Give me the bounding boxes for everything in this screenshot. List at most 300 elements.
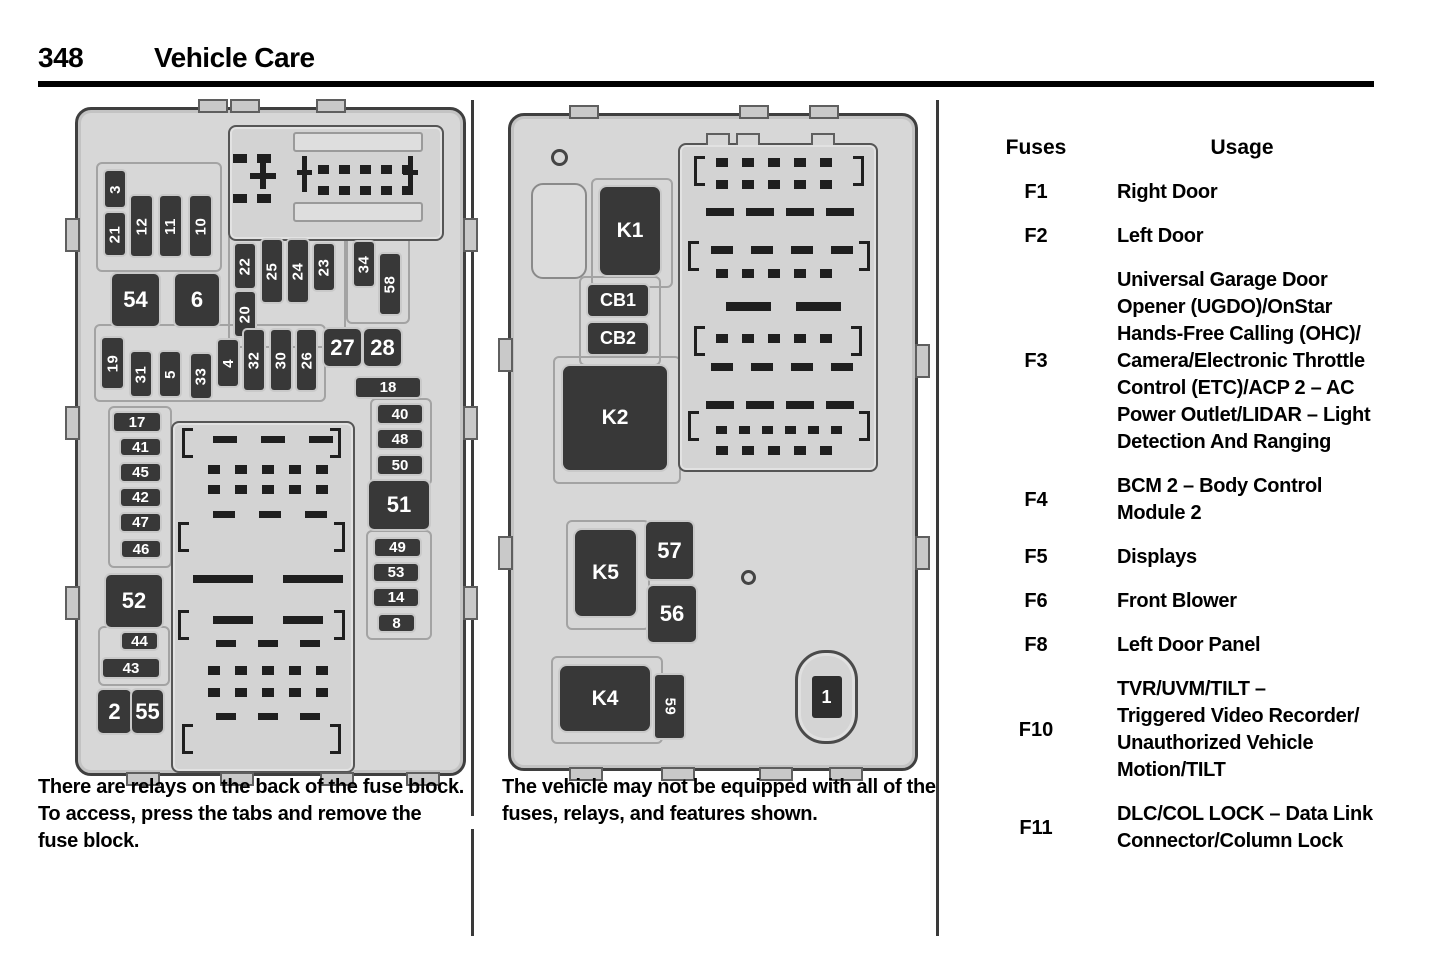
mount-tab: [569, 105, 599, 119]
connector-pin: [360, 165, 371, 174]
connector-bracket: [330, 724, 341, 754]
fuse-label: 28: [370, 334, 395, 360]
connector-pin-row: [716, 426, 842, 434]
fuse-51: [369, 481, 429, 529]
connector-pin: [808, 426, 819, 434]
caption-line: To access, press the tabs and remove the: [38, 803, 422, 825]
connector-bracket: [694, 156, 705, 186]
connector-pin: [316, 666, 328, 675]
connector-bracket: [178, 522, 189, 552]
connector-key: [302, 156, 307, 192]
fuse-usage: [1117, 473, 1322, 527]
fuse-usage: [1117, 179, 1217, 206]
relay-K2: [563, 366, 667, 470]
connector-pin: [768, 269, 780, 278]
fuse-53: [374, 564, 418, 581]
connector-pin: [742, 180, 754, 189]
fuse-label: 49: [389, 539, 406, 556]
connector-pin: [216, 640, 236, 647]
connector-pin: [283, 616, 323, 624]
fuse-id: F5: [1024, 546, 1048, 568]
connector-pin: [768, 446, 780, 455]
fuse-label: 6: [190, 287, 204, 312]
fuse-14: [374, 589, 418, 606]
usage-line: Control (ETC)/ACP 2 – AC: [1117, 377, 1355, 399]
connector-pin-row: [208, 485, 328, 494]
fuse-label: 5: [161, 369, 179, 379]
fuse-2: [98, 690, 131, 733]
mount-hole: [741, 570, 756, 585]
fuse-42: [121, 489, 160, 506]
fuse-5: [160, 352, 180, 396]
connector-pin: [300, 640, 320, 647]
fuse-label: 25: [263, 262, 281, 280]
connector-pin: [716, 426, 727, 434]
fuse-usage: [1117, 801, 1373, 855]
fuse-block-diagram-middle: [508, 113, 918, 771]
mount-tab: [915, 536, 930, 570]
usage-line: Triggered Video Recorder/: [1117, 705, 1360, 727]
mount-tab: [65, 218, 80, 252]
connector-bump: [706, 133, 730, 145]
connector-pin: [820, 158, 832, 167]
fuse-label: K1: [616, 219, 644, 242]
table-header-row: [990, 136, 1414, 160]
connector-pin-row: [208, 688, 328, 697]
fuse-label: 21: [106, 225, 124, 243]
usage-line: Opener (UGDO)/OnStar: [1117, 296, 1333, 318]
fuse-label: 41: [132, 438, 149, 456]
connector-pin: [316, 485, 328, 494]
connector-pin: [339, 165, 350, 174]
fuse-52: [106, 575, 162, 627]
fuse-id: F3: [1024, 350, 1048, 372]
fuse-11: [160, 196, 181, 256]
connector-pin: [786, 401, 814, 409]
connector-pin: [216, 713, 236, 720]
fuse-label: 55: [135, 698, 160, 724]
header-rule: [38, 81, 1374, 87]
fuse-1: [795, 650, 858, 744]
connector-pin: [726, 302, 771, 311]
connector-pin: [794, 446, 806, 455]
fuse-table-row-F4: [990, 473, 1414, 527]
fuse-30: [271, 330, 291, 390]
fuse-8: [379, 615, 414, 631]
usage-line: TVR/UVM/TILT –: [1117, 678, 1266, 700]
connector-pin: [208, 465, 220, 474]
connector-pin: [208, 666, 220, 675]
connector-pin-row: [318, 165, 413, 174]
connector-pin: [820, 180, 832, 189]
fuse-label: 18: [379, 379, 397, 396]
connector-pin: [208, 688, 220, 697]
connector-pin-row: [213, 511, 327, 518]
connector-bracket: [334, 610, 345, 640]
fuse-58: [380, 254, 400, 314]
fuse-label: 11: [161, 217, 179, 235]
caption-line: The vehicle may not be equipped with all of the: [502, 776, 936, 798]
connector-bracket: [859, 241, 870, 271]
connector-pin: [716, 334, 728, 343]
fuse-table-row-F3: [990, 267, 1414, 456]
fuse-label: CB2: [599, 328, 636, 348]
fuse-table-row-F5: [990, 544, 1414, 571]
connector-pin: [768, 334, 780, 343]
connector-pin: [318, 165, 329, 174]
usage-line: Power Outlet/LIDAR – Light: [1117, 404, 1371, 426]
fuse-table-row-F11: [990, 801, 1414, 855]
fuse-24: [288, 240, 308, 302]
connector-pin-row: [233, 194, 271, 203]
connector-pin: [262, 666, 274, 675]
usage-line: Left Door Panel: [1117, 634, 1261, 656]
caption-line: fuse block.: [38, 830, 140, 852]
mount-hole: [551, 149, 568, 166]
connector-pin-row: [208, 465, 328, 474]
connector-pin: [235, 688, 247, 697]
connector-pin: [381, 186, 392, 195]
relay-K5: [575, 530, 636, 616]
connector-pin: [233, 154, 247, 163]
fuse-label: 1: [812, 676, 842, 718]
fuse-label: 17: [128, 413, 146, 431]
fuse-label: 12: [133, 217, 150, 235]
fuse-21: [105, 213, 125, 255]
caption-left-diagram: [38, 774, 474, 855]
connector-pin: [339, 186, 350, 195]
usage-line: Hands-Free Calling (OHC)/: [1117, 323, 1361, 345]
usage-line: Connector/Column Lock: [1117, 830, 1343, 852]
connector-pin: [706, 208, 734, 216]
fuse-label: 10: [192, 217, 209, 235]
fuse-label: K5: [592, 561, 619, 584]
fuse-id: F1: [1024, 181, 1048, 203]
connector-pin: [258, 713, 278, 720]
connector-pin-row: [213, 616, 323, 624]
fuse-59: [655, 675, 684, 738]
connector-pin: [235, 485, 247, 494]
fuse-label: 20: [236, 305, 254, 323]
connector-pin: [739, 426, 750, 434]
connector-cross: [250, 163, 276, 189]
fuse-55: [132, 690, 163, 733]
connector-pin: [283, 575, 343, 583]
fuse-label: 30: [272, 351, 290, 369]
fuse-4: [218, 340, 238, 386]
usage-line: DLC/COL LOCK – Data Link: [1117, 803, 1373, 825]
fuse-label: 26: [298, 351, 315, 369]
fuse-48: [378, 430, 422, 448]
fuse-label: 53: [387, 564, 405, 581]
fuse-3: [105, 171, 125, 207]
connector-pin: [289, 465, 301, 474]
caption-line: There are relays on the back of the fuse block.: [38, 776, 465, 798]
fuse-label: 51: [386, 492, 412, 517]
fuse-12: [131, 196, 152, 256]
mount-tab: [463, 218, 478, 252]
connector-pin: [716, 180, 728, 189]
connector-pin: [794, 158, 806, 167]
empty-relay-slot: [531, 183, 587, 279]
connector-pin: [706, 401, 734, 409]
connector-pin: [746, 401, 774, 409]
fuse-id: F6: [1024, 590, 1048, 612]
fuse-41: [121, 439, 160, 455]
table-header-fuses: Fuses: [1005, 136, 1067, 159]
fuse-label: 42: [132, 489, 149, 506]
fuse-id: F2: [1024, 225, 1048, 247]
mount-tab: [498, 536, 513, 570]
connector-pin: [289, 485, 301, 494]
connector-pin: [208, 485, 220, 494]
connector-pin: [751, 246, 773, 254]
connector-pin: [318, 186, 329, 195]
fuse-label: 34: [355, 255, 373, 273]
fuse-26: [297, 330, 316, 390]
usage-line: Left Door: [1117, 225, 1204, 247]
connector-pin-row: [216, 713, 320, 720]
connector-pin: [289, 666, 301, 675]
fuse-label: 48: [391, 430, 409, 448]
connector-bump: [811, 133, 835, 145]
caption-middle-diagram: [502, 774, 938, 828]
connector-bracket: [851, 326, 862, 356]
mount-tab: [65, 406, 80, 440]
connector-pin: [762, 426, 773, 434]
connector-pin: [791, 246, 813, 254]
connector-pin: [193, 575, 253, 583]
connector-pin: [742, 269, 754, 278]
fuse-label: 59: [661, 697, 678, 716]
fuse-label: 45: [132, 464, 149, 481]
connector-pin: [316, 465, 328, 474]
relay-K1: [600, 187, 660, 275]
fuse-label: K4: [591, 686, 619, 710]
usage-line: Detection And Ranging: [1117, 431, 1332, 453]
connector-pin: [826, 208, 854, 216]
usage-line: Unauthorized Vehicle: [1117, 732, 1314, 754]
fuse-label: K2: [601, 406, 629, 429]
table-body: [990, 179, 1414, 855]
fuse-18: [356, 378, 420, 397]
connector-pin: [300, 713, 320, 720]
connector-pin-row: [193, 575, 343, 583]
fuse-34: [354, 242, 374, 286]
connector-pin-row: [716, 446, 832, 455]
connector-pin: [711, 363, 733, 371]
connector-pin: [258, 640, 278, 647]
fuse-id: F10: [1018, 718, 1054, 741]
fuse-table-row-F8: [990, 632, 1414, 659]
connector-pin: [262, 688, 274, 697]
mount-tab: [198, 99, 228, 113]
usage-line: Motion/TILT: [1117, 759, 1226, 781]
fuse-label: 44: [131, 632, 148, 650]
connector-pin-row: [711, 363, 853, 371]
usage-line: Camera/Electronic Throttle: [1117, 350, 1365, 372]
connector-pin-row: [233, 154, 271, 163]
connector-pin: [233, 194, 247, 203]
fuse-54: [112, 274, 159, 326]
connector-pin: [716, 269, 728, 278]
connector-pin: [796, 302, 841, 311]
connector-pin: [261, 436, 285, 443]
connector-pin: [831, 363, 853, 371]
fuse-usage: [1117, 223, 1203, 250]
fuse-19: [102, 338, 123, 388]
fuse-49: [375, 539, 420, 556]
fuse-56: [648, 586, 696, 642]
usage-line: Front Blower: [1117, 590, 1237, 612]
connector-pin: [751, 363, 773, 371]
connector-bracket: [688, 411, 699, 441]
connector-pin: [826, 401, 854, 409]
connector-bump: [736, 133, 760, 145]
fuse-label: 58: [381, 275, 399, 293]
page-number: 348: [38, 42, 84, 73]
fuse-label: 33: [192, 367, 210, 385]
fuse-label: 52: [121, 588, 147, 613]
fuse-usage: [1117, 544, 1197, 571]
connector-pin: [786, 208, 814, 216]
connector-bracket: [182, 724, 193, 754]
fuse-usage: [1117, 632, 1260, 659]
connector-pin: [259, 511, 281, 518]
fuse-label: 24: [289, 262, 307, 280]
fuse-57: [646, 522, 693, 579]
fuse-label: 8: [392, 614, 401, 632]
fuse-46: [122, 541, 160, 557]
fuse-table-row-F10: [990, 676, 1414, 784]
connector-pin: [742, 158, 754, 167]
connector-pin: [820, 446, 832, 455]
connector-pin: [381, 165, 392, 174]
usage-line: Module 2: [1117, 502, 1202, 524]
connector-pin: [711, 246, 733, 254]
fuse-22: [235, 244, 255, 288]
fuse-id: F8: [1024, 634, 1048, 656]
connector-pin: [235, 465, 247, 474]
fuse-usage-table: [990, 136, 1414, 872]
connector-bracket: [178, 610, 189, 640]
fuse-label: 27: [330, 334, 355, 360]
fuse-label: 2: [108, 698, 121, 724]
connector-pin: [820, 334, 832, 343]
fuse-label: 46: [132, 540, 150, 558]
connector-slot: [293, 132, 423, 152]
connector-bracket: [853, 156, 864, 186]
connector-pin: [257, 194, 271, 203]
fuse-label: 32: [245, 351, 263, 369]
usage-line: BCM 2 – Body Control: [1117, 475, 1323, 497]
connector-pin: [213, 511, 235, 518]
connector-pin: [794, 180, 806, 189]
fuse-44: [122, 633, 157, 649]
fuse-31: [131, 352, 151, 396]
fuse-label: 19: [104, 354, 121, 372]
relay-CB1: [588, 285, 648, 316]
connector-slot: [293, 202, 423, 222]
fuse-28: [364, 329, 401, 366]
fuse-40: [378, 405, 422, 423]
connector-pin-row: [706, 401, 854, 409]
connector-bracket: [688, 241, 699, 271]
fuse-label: 47: [132, 514, 149, 531]
fuse-32: [244, 330, 264, 390]
connector-pin: [316, 688, 328, 697]
fuse-33: [191, 354, 211, 398]
fuse-label: 43: [122, 659, 140, 677]
connector-pin: [262, 485, 274, 494]
connector-pin: [768, 180, 780, 189]
mount-tab: [915, 344, 930, 378]
fuse-table-row-F6: [990, 588, 1414, 615]
fuse-27: [324, 329, 361, 366]
fuse-id: F4: [1024, 488, 1048, 511]
connector-bracket: [334, 522, 345, 552]
fuse-block-diagram-left: [75, 107, 466, 776]
connector-pin: [742, 446, 754, 455]
connector-pin: [235, 666, 247, 675]
column-divider-left: [471, 100, 474, 816]
mount-tab: [463, 586, 478, 620]
connector-pin-row: [318, 186, 413, 195]
fuse-table-row-F2: [990, 223, 1414, 250]
fuse-17: [114, 413, 160, 431]
mount-tab: [739, 105, 769, 119]
fuse-usage: [1117, 267, 1370, 456]
fuse-label: 4: [219, 358, 237, 368]
connector-pin-row: [726, 302, 841, 311]
connector-bracket: [694, 326, 705, 356]
connector-pin: [262, 465, 274, 474]
fuse-10: [190, 196, 211, 256]
connector-pin-row: [716, 158, 832, 167]
fuse-label: 40: [391, 405, 409, 423]
connector-pin-row: [716, 180, 832, 189]
connector-pin: [213, 616, 253, 624]
fuse-label: 54: [123, 287, 148, 312]
fuse-table-row-F1: [990, 179, 1414, 206]
connector-pin: [360, 186, 371, 195]
connector-bracket: [859, 411, 870, 441]
connector-pin: [785, 426, 796, 434]
fuse-50: [378, 456, 422, 474]
fuse-43: [103, 659, 159, 677]
fuse-label: 22: [236, 257, 254, 275]
fuse-47: [121, 514, 160, 531]
fuse-label: CB1: [599, 290, 636, 310]
connector-pin: [746, 208, 774, 216]
mount-tab: [463, 406, 478, 440]
connector-pin: [213, 436, 237, 443]
fuse-label: 57: [657, 537, 682, 563]
mount-tab: [316, 99, 346, 113]
connector-pin-row: [711, 246, 853, 254]
table-header-usage: Usage: [1210, 136, 1274, 159]
connector-pin: [794, 269, 806, 278]
connector-pin: [820, 269, 832, 278]
fuse-usage: [1117, 588, 1237, 615]
connector-pin: [402, 186, 413, 195]
connector-pin-row: [716, 334, 832, 343]
mount-tab: [65, 586, 80, 620]
fuse-6: [175, 274, 219, 326]
caption-line: fuses, relays, and features shown.: [502, 803, 818, 825]
fuse-id: F11: [1019, 816, 1053, 839]
fuse-23: [314, 244, 334, 290]
